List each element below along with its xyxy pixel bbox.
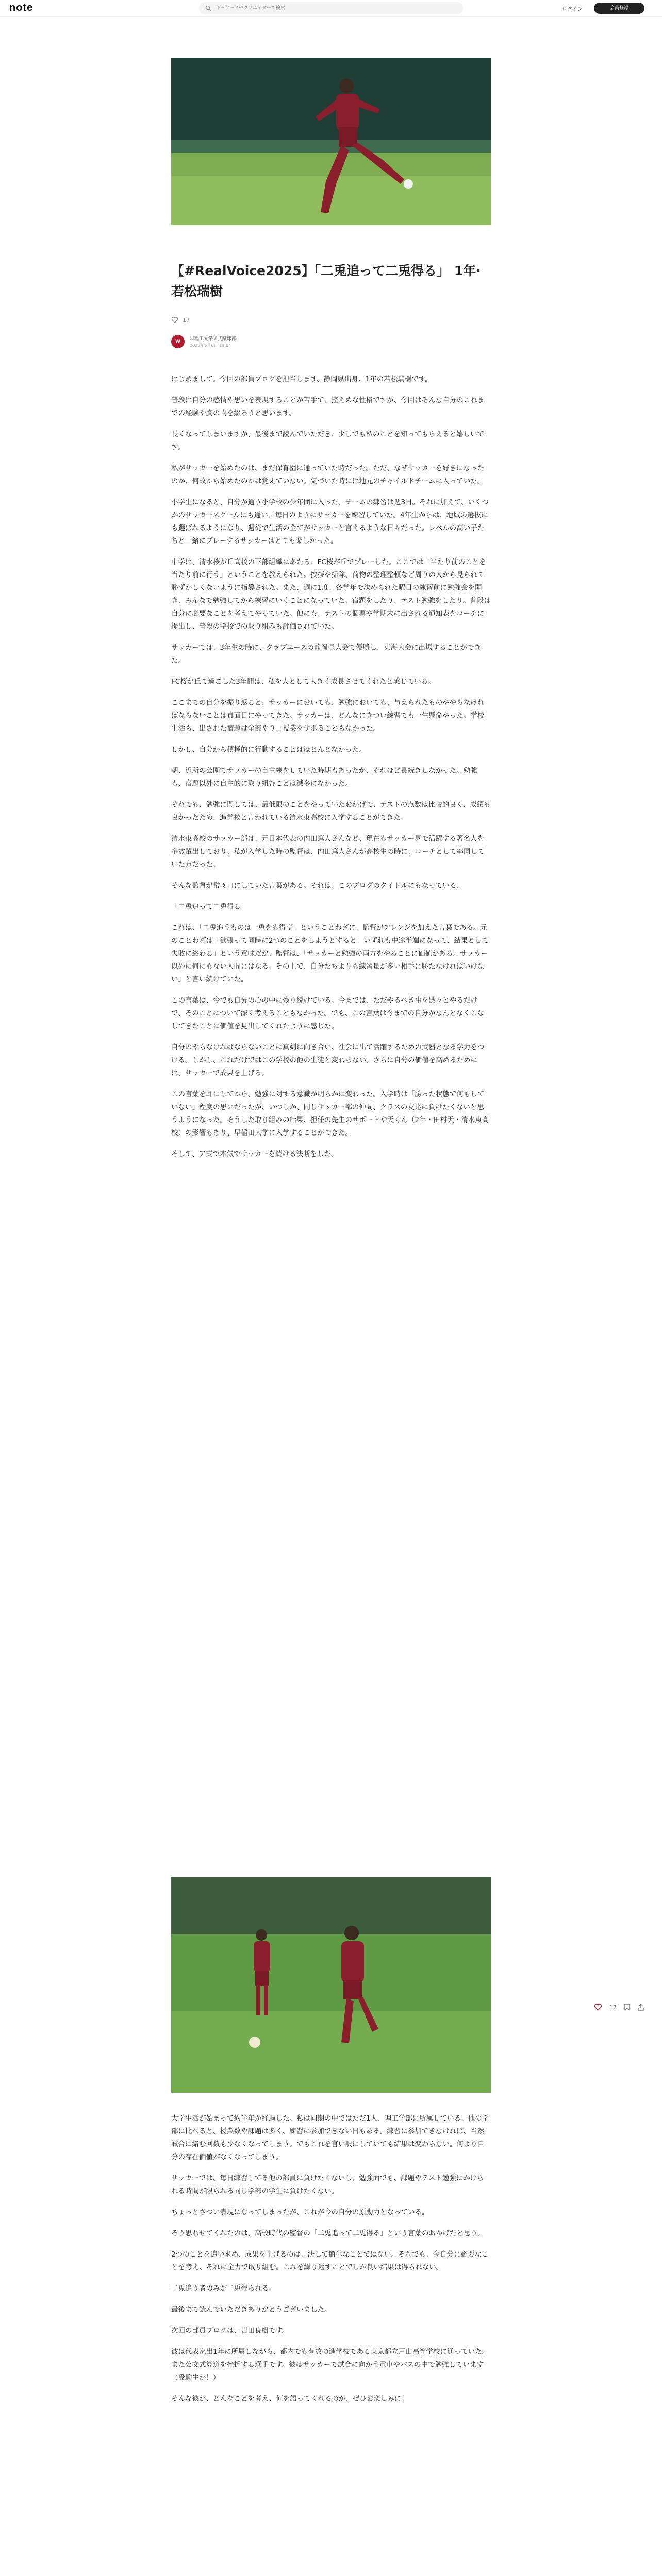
top-header <box>0 0 662 17</box>
body-paragraph: この言葉を耳にしてから、勉強に対する意識が明らかに変わった。入学時は「勝った状態で何もしていない」程度の思いだったが、いつしか、同じサッカー部の仲間、クラスの友達に負けたくないと思うようになった。そうした取り組みの結果、担任の先生のサポートや天くん（2年・田村天・清水東高校）の影響もあり、早稲田大学に入学することができた。 <box>171 1090 489 1137</box>
body-paragraph: そして、ア式で本気でサッカーを続ける決断をした。 <box>171 1150 338 1158</box>
body-paragraph: 私がサッカーを始めたのは、まだ保育園に通っていた時だった。ただ、なぜサッカーを好きになったのか、何故から始めたのかは覚えていない。気づいた時には地元のチャイルドチームに入っていた。 <box>171 464 485 485</box>
body-paragraph: 彼は代表家出1年に所属しながら、都内でも有数の進学校である東京都立戸山高等学校に通っていた。また公文式算道を挫折する選手です。彼はサッカーで試合に向かう電車やバスの中で勉強しています（受験生か！） <box>171 2348 489 2382</box>
body-paragraph: そう思わせてくれたのは、高校時代の監督の「二兎追って二兎得る」という言葉のおかげだと思う。 <box>171 2229 485 2238</box>
body-paragraph: これは、「二兎追うものは一兎をも得ず」ということわざに、監督がアレンジを加えた言葉である。元のことわざは「欲張って同時に2つのことをしようとすると、いずれも中途半端になって、結果として失敗に終わる」という意味だが、監督は、「サッカーと勉強の両方をやることに価値がある。サッカー以外に何にもない人間にはなる。その上で、自分たちよりも練習量が多い相手に勝たなければいけない」と言い続けていた。 <box>171 924 489 984</box>
body-paragraph: そんな彼が、どんなことを考え、何を語ってくれるのか、ぜひお楽しみに！ <box>171 2395 408 2403</box>
note-logo[interactable]: note <box>9 2 34 13</box>
heart-icon[interactable] <box>171 316 178 324</box>
post-date: 2025年6月6日 19:04 <box>190 343 231 348</box>
author-name[interactable]: 早稲田大学ア式蹴球部 <box>190 336 237 342</box>
side-actions <box>594 2003 644 2011</box>
body-paragraph: 次回の部員ブログは、岩田良樹です。 <box>171 2327 289 2335</box>
body-paragraph: この言葉は、今でも自分の心の中に残り続けている。今までは、ただやるべき事を黙々とやるだけで、そのことについて深く考えることもなかった。でも、この言葉は今までの自分がなんとなくこなしてきたことに価値を見出してくれたように感じた。 <box>171 996 484 1030</box>
body-paragraph: 中学は、清水桜が丘高校の下部組織にあたる、FC桜が丘でプレーした。ここでは「当たり前のことを当たり前に行う」ということを教えられた。挨拶や掃除、荷物の整理整頓など周りの人から見られて恥ずかしくないように指導された。また、週に1度、各学年で決められた曜日の練習前に勉強会を開き、みんなで勉強してから練習にいくことになっていた。宿題をしたり、テスト勉強をしたり。普段は自分に必要なことを考えてやっていた。他にも、テストの個票や学期末に出される通知表をコーチに提出し、普段の学校での取り組みも評価されていた。 <box>171 558 491 631</box>
avatar[interactable]: W <box>171 335 185 348</box>
body-paragraph: 普段は自分の感情や思いを表現することが苦手で、控えめな性格ですが、今回はそんな自分のこれまでの経験や胸の内を綴ろうと思います。 <box>171 396 485 417</box>
body-paragraph: 清水東高校のサッカー部は、元日本代表の内田篤人さんなど、現在もサッカー界で活躍する著名人を多数輩出しており、私が入学した時の監督は、内田篤人さんが高校生の時に、コーチとして率同していた方だった。 <box>171 835 485 869</box>
body-paragraph: 「二兎追って二兎得る」 <box>171 903 248 911</box>
article-title: 【#RealVoice2025】「二兎追って二兎得る」 1年·若松瑞樹 <box>171 263 481 299</box>
body-paragraph: 長くなってしまいますが、最後まで読んでいただき、少しでも私のことを知ってもらえると嬉しいです。 <box>171 430 484 451</box>
body-paragraph: それでも、勉強に関しては、最低限のことをやっていたおかげで、テストの点数は比較的良く、成績も良かったため、進学校と言われている清水東高校に入学することができた。 <box>171 801 491 822</box>
login-link[interactable]: ログイン <box>562 7 583 12</box>
heart-icon[interactable] <box>594 2003 602 2011</box>
register-button[interactable]: 会員登録 <box>594 3 644 14</box>
body-paragraph: しかし、自分から積極的に行動することはほとんどなかった。 <box>171 745 366 754</box>
side-like-count: 17 <box>609 2004 617 2011</box>
search-bar[interactable] <box>199 2 463 14</box>
body-paragraph: 大学生活が始まって約半年が経過した。私は同期の中ではただ1人、理工学部に所属している。他の学部に比べると、授業数や課題は多く、練習に参加できない日もある。練習に参加できなければ、当然試合に絡む回数も少なくなってしまう。でもこれを言い訳にしていても結果は変わらない。何より自分の存在価値がなくなってしまう。 <box>171 2114 489 2161</box>
body-paragraph: 朝、近所の公園でサッカーの自主練をしていた時期もあったが、それほど長続きしなかった。勉強も、宿題以外に自主的に取り組むことは滅多になかった。 <box>171 767 477 788</box>
body-paragraph: サッカーでは、3年生の時に、クラブユースの静岡県大会で優勝し、東海大会に出場することができた。 <box>171 643 481 665</box>
search-icon <box>205 5 211 11</box>
body-paragraph: サッカーでは、毎日練習してる他の部員に負けたくないし、勉強面でも、課題やテスト勉強にかけられる時間が限られる同じ学部の学生に負けたくない。 <box>171 2174 484 2195</box>
body-paragraph: 小学生になると、自分が通う小学校の少年団に入った。チームの練習は週3日。それに加えて、いくつかのサッカースクールにも通い、毎日のようにサッカーを練習していた。4年生からは、地域の選抜にも選ばれるようになり、週従で生活の全てがサッカーと言えるような日々だった。レベルの高い子たちと一緒にプレーするサッカーはとても楽しかった。 <box>171 498 489 545</box>
body-paragraph: 2つのことを追い求め、成果を上げるのは、決して簡単なことではない。それでも、今自分に必要なことを考え、それに全力で取り組む。これを繰り返すことでしか良い結果は得られない。 <box>171 2250 489 2272</box>
body-paragraph: 自分のやらなければならないことに真剣に向き合い、社会に出て活躍するための武器となる学力をつける。しかし、これだけではこの学校の他の生徒と変わらない。さらに自分の価値を高めるためには、サッカーで成果を上げる。 <box>171 1043 485 1077</box>
hero-image <box>171 58 491 225</box>
body-paragraph: 二兎追う者のみが二兎得られる。 <box>171 2284 276 2293</box>
article-body-1 <box>171 373 491 1169</box>
body-paragraph: ちょっとさつい表現になってしまったが、これが今の自分の原動力となっている。 <box>171 2208 429 2216</box>
body-paragraph: はじめまして。今回の部員ブログを担当します、静岡県出身、1年の若松瑞樹です。 <box>171 375 432 383</box>
article-photo <box>171 1877 491 2093</box>
search-input[interactable] <box>214 5 459 11</box>
share-icon[interactable] <box>637 2004 644 2011</box>
like-count: 17 <box>183 316 190 324</box>
body-paragraph: ここまでの自分を振り返ると、サッカーにおいても、勉強においても、与えられたものややらなければならないことは真面目にやってきた。サッカーは、どんなにきつい練習でも一生懸命やった。学校生活も、出された宿題は全部やり、授業をサボることもなかった。 <box>171 699 485 733</box>
body-paragraph: そんな監督が常々口にしていた言葉がある。それは、このブログのタイトルにもなっている、 <box>171 882 464 890</box>
like-counter-top <box>171 316 190 324</box>
body-paragraph: FC桜が丘で過ごした3年間は、私を人として大きく成長させてくれたと感じている。 <box>171 677 435 686</box>
body-paragraph: 最後まで読んでいただきありがとうございました。 <box>171 2306 332 2314</box>
bookmark-icon[interactable] <box>624 2004 630 2011</box>
article-body-2 <box>171 2112 491 2414</box>
author-block[interactable] <box>171 335 236 348</box>
